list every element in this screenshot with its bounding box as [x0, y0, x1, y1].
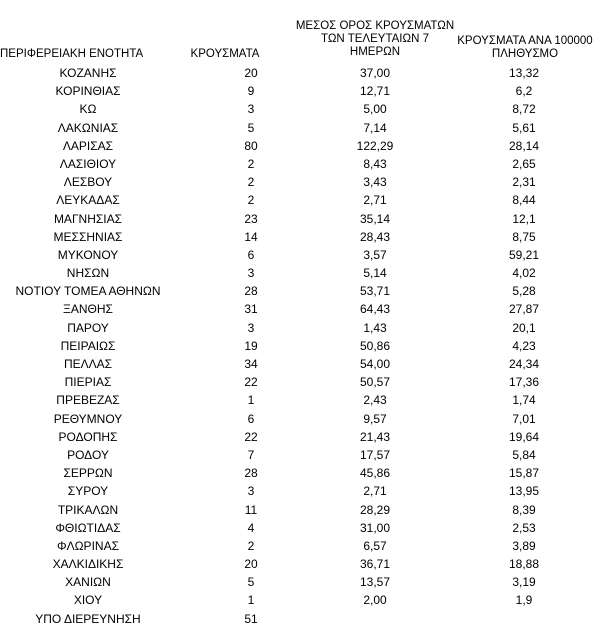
table-row — [0, 228, 602, 246]
table-row — [0, 555, 602, 573]
per-capita-cell: 4,02 — [512, 266, 536, 281]
cases-cell: 2 — [247, 175, 255, 190]
table-row — [0, 119, 602, 137]
table-row — [0, 501, 602, 519]
cases-cell: 6 — [247, 411, 255, 426]
table-row — [0, 64, 602, 82]
cases-cell: 2 — [247, 156, 255, 171]
avg-cell: 7,14 — [363, 120, 387, 135]
table-row — [0, 155, 602, 173]
header-region: ΠΕΡΙΦΕΡΕΙΑΚΗ ΕΝΟΤΗΤΑ — [0, 48, 144, 60]
avg-cell: 122,29 — [356, 138, 394, 153]
header-avg-line1: ΜΕΣΟΣ ΟΡΟΣ ΚΡΟΥΣΜΑΤΩΝ — [295, 20, 455, 32]
region-cell: ΧΑΝΙΩΝ — [65, 575, 111, 590]
per-capita-cell: 2,31 — [512, 175, 536, 190]
per-capita-cell: 8,72 — [512, 102, 536, 117]
per-capita-cell: 19,64 — [508, 429, 540, 444]
cases-cell: 28 — [244, 466, 258, 481]
per-capita-cell: 1,74 — [512, 393, 536, 408]
cases-cell: 28 — [244, 284, 258, 299]
table-row — [0, 100, 602, 118]
per-capita-cell: 13,95 — [508, 484, 540, 499]
avg-cell: 1,43 — [363, 320, 387, 335]
per-capita-cell: 6,2 — [515, 84, 533, 99]
region-cell: ΧΙΟΥ — [73, 593, 103, 608]
region-cell: ΤΡΙΚΑΛΩΝ — [57, 502, 119, 517]
cases-cell: 2 — [247, 538, 255, 553]
table-row — [0, 319, 602, 337]
cases-cell: 22 — [244, 429, 258, 444]
avg-cell: 12,71 — [359, 84, 391, 99]
region-cell: ΠΕΛΛΑΣ — [63, 357, 113, 371]
per-capita-cell: 8,75 — [512, 229, 536, 244]
table-row — [0, 264, 602, 282]
table-row — [0, 537, 602, 555]
cases-cell: 31 — [244, 302, 258, 317]
avg-cell: 54,00 — [359, 357, 391, 371]
cases-cell: 1 — [247, 393, 255, 408]
region-cell: ΠΙΕΡΙΑΣ — [64, 375, 112, 390]
cases-cell: 19 — [244, 338, 258, 353]
avg-cell: 64,43 — [359, 302, 391, 317]
region-cell: ΣΥΡΟΥ — [67, 484, 109, 499]
region-cell: ΦΘΙΩΤΙΔΑΣ — [55, 520, 121, 535]
cases-cell: 34 — [244, 357, 258, 371]
cases-cell: 3 — [247, 102, 255, 117]
region-cell: ΦΛΩΡΙΝΑΣ — [57, 538, 119, 553]
cases-cell: 7 — [247, 447, 255, 462]
region-cell: ΠΑΡΟΥ — [67, 320, 109, 335]
table-row — [0, 137, 602, 155]
per-capita-cell: 15,87 — [508, 466, 540, 481]
avg-cell: 6,57 — [363, 538, 387, 553]
avg-cell: 31,00 — [359, 520, 391, 535]
cases-cell: 3 — [247, 320, 255, 335]
table-row — [0, 191, 602, 209]
avg-cell: 3,43 — [363, 175, 387, 190]
table-row — [0, 591, 602, 609]
per-capita-cell: 1,9 — [515, 593, 533, 608]
header-per-capita — [440, 35, 602, 61]
region-cell: ΛΑΡΙΣΑΣ — [62, 138, 114, 153]
region-cell: ΠΡΕΒΕΖΑΣ — [56, 393, 120, 408]
header-avg — [290, 20, 460, 59]
per-capita-cell: 27,87 — [508, 302, 540, 317]
region-cell: ΝΟΤΙΟΥ ΤΟΜΕΑ ΑΘΗΝΩΝ — [15, 284, 161, 299]
header-per-line2: ΠΛΗΘΥΣΜΟ — [491, 48, 559, 60]
region-cell: ΜΕΣΣΗΝΙΑΣ — [53, 229, 123, 244]
cases-cell: 11 — [244, 502, 258, 517]
avg-cell: 28,43 — [359, 229, 391, 244]
header-per-line1: ΚΡΟΥΣΜΑΤΑ ΑΝΑ 100000 — [457, 35, 593, 47]
per-capita-cell: 24,34 — [508, 357, 540, 371]
avg-cell: 21,43 — [359, 429, 391, 444]
avg-cell: 50,57 — [359, 375, 391, 390]
region-cell: ΧΑΛΚΙΔΙΚΗΣ — [52, 557, 124, 572]
per-capita-cell: 3,89 — [512, 538, 536, 553]
per-capita-cell: 12,1 — [512, 211, 536, 226]
region-cell: ΛΕΣΒΟΥ — [63, 175, 113, 190]
per-capita-cell: 4,23 — [512, 338, 536, 353]
avg-cell: 5,00 — [363, 102, 387, 117]
per-capita-cell: 20,1 — [512, 320, 536, 335]
table-row — [0, 482, 602, 500]
region-cell: ΠΕΙΡΑΙΩΣ — [60, 338, 116, 353]
avg-cell: 9,57 — [363, 411, 387, 426]
cases-cell: 20 — [244, 66, 258, 80]
data-table — [0, 64, 602, 628]
region-cell: ΞΑΝΘΗΣ — [63, 302, 113, 317]
cases-cell: 3 — [247, 266, 255, 281]
region-cell: ΥΠΟ ΔΙΕΡΕΥΝΗΣΗ — [35, 611, 141, 626]
cases-cell: 23 — [244, 211, 258, 226]
cases-cell: 14 — [244, 229, 258, 244]
per-capita-cell: 5,28 — [512, 284, 536, 299]
avg-cell: 5,14 — [363, 266, 387, 281]
region-cell: ΡΟΔΟΠΗΣ — [58, 429, 118, 444]
table-row — [0, 519, 602, 537]
avg-cell: 45,86 — [359, 466, 391, 481]
avg-cell: 2,71 — [363, 484, 387, 499]
region-cell: ΝΗΣΩΝ — [66, 266, 110, 281]
per-capita-cell: 18,88 — [508, 557, 540, 572]
avg-cell: 28,29 — [359, 502, 391, 517]
avg-cell: 53,71 — [359, 284, 391, 299]
avg-cell: 2,71 — [363, 193, 387, 208]
per-capita-cell: 7,01 — [512, 411, 536, 426]
cases-cell: 3 — [247, 484, 255, 499]
avg-cell: 2,00 — [363, 593, 387, 608]
cases-cell: 4 — [247, 520, 255, 535]
table-row — [0, 282, 602, 300]
header-cases: ΚΡΟΥΣΜΑΤΑ — [190, 48, 260, 60]
table-row — [0, 428, 602, 446]
cases-cell: 1 — [247, 593, 255, 608]
avg-cell: 36,71 — [359, 557, 391, 572]
region-cell: ΚΟΡΙΝΘΙΑΣ — [55, 84, 121, 99]
table-row — [0, 82, 602, 100]
avg-cell: 35,14 — [359, 211, 391, 226]
cases-cell: 5 — [247, 575, 255, 590]
per-capita-cell: 13,32 — [508, 66, 540, 80]
avg-cell: 3,57 — [363, 247, 387, 262]
cases-cell: 5 — [247, 120, 255, 135]
cases-cell: 9 — [247, 84, 255, 99]
per-capita-cell: 3,19 — [512, 575, 536, 590]
table-row — [0, 300, 602, 318]
cases-cell: 22 — [244, 375, 258, 390]
cases-cell: 6 — [247, 247, 255, 262]
table-row — [0, 391, 602, 409]
cases-cell: 2 — [247, 193, 255, 208]
table-row — [0, 337, 602, 355]
region-cell: ΡΕΘΥΜΝΟΥ — [53, 411, 123, 426]
per-capita-cell: 5,84 — [512, 447, 536, 462]
region-cell: ΣΕΡΡΩΝ — [63, 466, 113, 481]
table-row — [0, 210, 602, 228]
region-cell: ΛΑΣΙΘΙΟΥ — [59, 156, 117, 171]
per-capita-cell: 2,65 — [512, 156, 536, 171]
table-row — [0, 173, 602, 191]
region-cell: ΛΕΥΚΑΔΑΣ — [56, 193, 120, 208]
per-capita-cell: 5,61 — [512, 120, 536, 135]
per-capita-cell: 8,44 — [512, 193, 536, 208]
avg-cell: 13,57 — [359, 575, 391, 590]
avg-cell: 50,86 — [359, 338, 391, 353]
table-row — [0, 610, 602, 628]
table-row — [0, 446, 602, 464]
table-row — [0, 464, 602, 482]
region-cell: ΜΥΚΟΝΟΥ — [57, 247, 119, 262]
cases-cell: 51 — [244, 611, 258, 626]
header-avg-line3: ΗΜΕΡΩΝ — [349, 46, 401, 58]
per-capita-cell: 2,53 — [512, 520, 536, 535]
avg-cell: 8,43 — [363, 156, 387, 171]
region-cell: ΛΑΚΩΝΙΑΣ — [57, 120, 119, 135]
avg-cell: 37,00 — [359, 66, 391, 80]
cases-cell: 20 — [244, 557, 258, 572]
table-row — [0, 373, 602, 391]
region-cell: ΜΑΓΝΗΣΙΑΣ — [53, 211, 123, 226]
avg-cell: 2,43 — [363, 393, 387, 408]
per-capita-cell: 8,39 — [512, 502, 536, 517]
table-row — [0, 410, 602, 428]
table-row — [0, 573, 602, 591]
region-cell: ΚΩ — [79, 102, 97, 117]
avg-cell: 17,57 — [359, 447, 391, 462]
table-row — [0, 355, 602, 373]
per-capita-cell: 28,14 — [508, 138, 540, 153]
per-capita-cell: 59,21 — [508, 247, 540, 262]
per-capita-cell: 17,36 — [508, 375, 540, 390]
header-avg-line2: ΤΩΝ ΤΕΛΕΥΤΑΙΩΝ 7 — [321, 33, 429, 45]
region-cell: ΚΟΖΑΝΗΣ — [59, 66, 117, 80]
cases-cell: 80 — [244, 138, 258, 153]
region-cell: ΡΟΔΟΥ — [67, 447, 109, 462]
table-row — [0, 246, 602, 264]
